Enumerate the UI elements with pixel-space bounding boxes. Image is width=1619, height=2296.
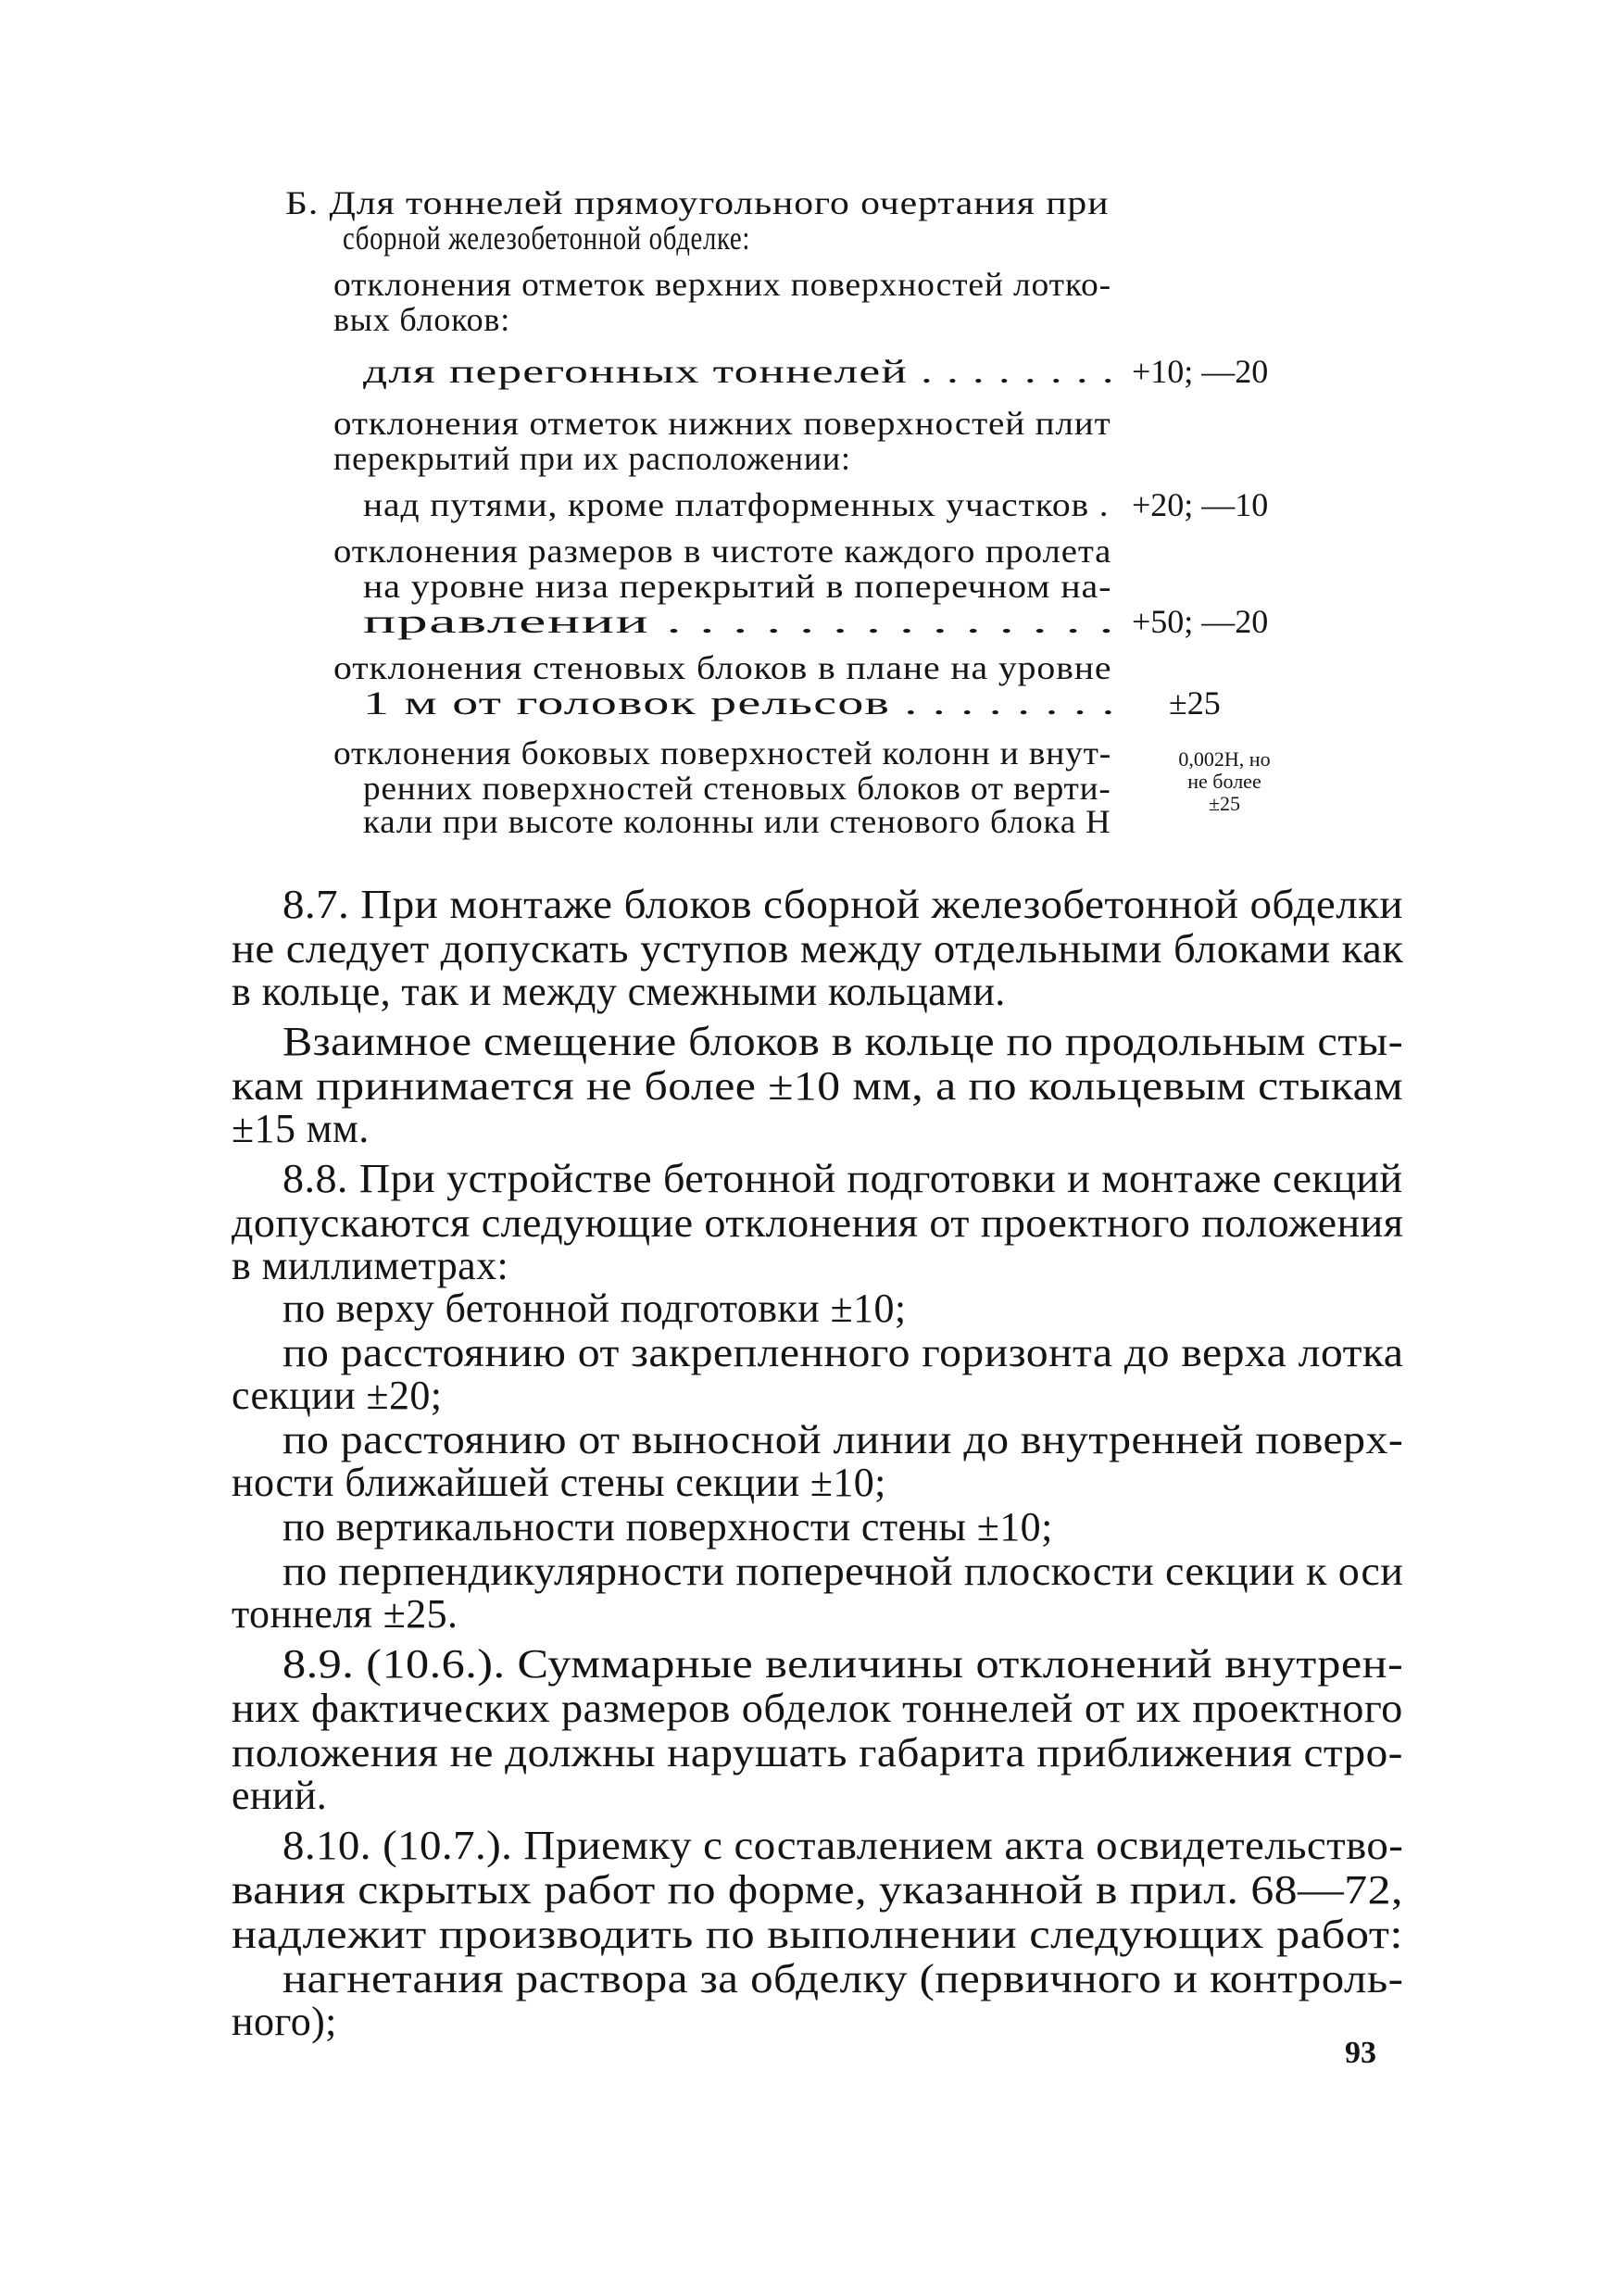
body-line: не следует допускать уступов между отдельными блоками как [232,926,1404,972]
body-line: 8.10. (10.7.). Приемку с составлением акта освидетельство- [282,1823,1404,1868]
body-line: ений. [232,1773,328,1818]
body-line: положения не должны нарушать габарита приближения стро- [232,1730,1403,1775]
body-line: ного); [232,1999,337,2044]
body-line: 8.8. При устройстве бетонной подготовки и монтаже секций [282,1156,1403,1201]
tolerance-value: +10; —20 [1132,353,1269,390]
body-line: по вертикальности поверхности стены ±10; [282,1504,1053,1549]
body-line: тоннеля ±25. [232,1591,458,1637]
tolerance-value: +20; —10 [1132,486,1269,523]
tolerance-value: не более [1187,770,1261,793]
tolerance-item-text: отклонения отметок верхних поверхностей лотко- [333,266,1111,303]
tolerance-item-text: вых блоков: [333,301,511,338]
body-line: в кольце, так и между смежными кольцами. [232,969,1006,1014]
page-number: 93 [1345,2036,1376,2070]
body-line: секции ±20; [232,1373,443,1418]
section-b-heading: Б. Для тоннелей прямоугольного очертания при [285,184,1110,221]
body-line: вания скрытых работ по форме, указанной в прил. 68—72, [232,1867,1403,1913]
tolerance-value: ±25 [1208,792,1241,815]
body-line: допускаются следующие отклонения от проектного положения [232,1200,1404,1246]
body-line: 8.7. При монтаже блоков сборной железобетонной обделки [282,882,1403,927]
body-line: по верху бетонной подготовки ±10; [282,1286,907,1331]
tolerance-value: 0,002H, но [1178,747,1271,771]
body-line: в миллиметрах: [232,1243,509,1288]
tolerance-value: ±25 [1169,684,1221,721]
tolerance-item-text: отклонения отметок нижних поверхностей плит [333,405,1111,442]
body-line: нагнетания раствора за обделку (первичного и контроль- [282,1956,1404,2001]
tolerance-item-text: отклонения размеров в чистоте каждого пролета [333,533,1112,570]
tolerance-item-text: перекрытий при их расположении: [333,440,851,477]
body-line: по перпендикулярности поперечной плоскости секции к оси [282,1549,1404,1594]
section-b-heading: сборной железобетонной обделке: [343,220,750,257]
tolerance-item-text: на уровне низа перекрытий в поперечном на- [363,568,1112,605]
tolerance-item-text: отклонения стеновых блоков в плане на уровне [333,649,1112,686]
tolerance-item-text: кали при высоте колонны или стенового блока H [363,803,1111,840]
tolerance-value: +50; —20 [1132,603,1269,640]
tolerance-item-text: ренних поверхностей стеновых блоков от верти- [363,770,1111,807]
body-line: надлежит производить по выполнении следующих работ: [232,1912,1403,1957]
body-line: ±15 мм. [232,1106,370,1151]
body-line: ности ближайшей стены секции ±10; [232,1460,886,1505]
body-line: кам принимается не более ±10 мм, а по кольцевым стыкам [232,1063,1404,1109]
tolerance-item-text: отклонения боковых поверхностей колонн и внут- [333,734,1112,772]
tolerance-item-text: для перегонных тоннелей . . . . . . . . [363,353,1115,390]
tolerance-item-text: правлении . . . . . . . . . . . . . . [363,603,1116,640]
tolerance-item-text: над путями, кроме платформенных участков . [363,486,1110,523]
body-line: по расстоянию от закрепленного горизонта до верха лотка [282,1330,1404,1375]
body-line: них фактических размеров обделок тоннелей от их проектного [232,1686,1403,1731]
tolerance-item-text: 1 м от головок рельсов . . . . . . . . [363,684,1116,721]
body-line: 8.9. (10.6.). Суммарные величины отклонений внутрен- [282,1641,1404,1687]
body-line: по расстоянию от выносной линии до внутренней поверх- [282,1417,1404,1462]
body-line: Взаимное смещение блоков в кольце по продольным сты- [282,1019,1404,1064]
